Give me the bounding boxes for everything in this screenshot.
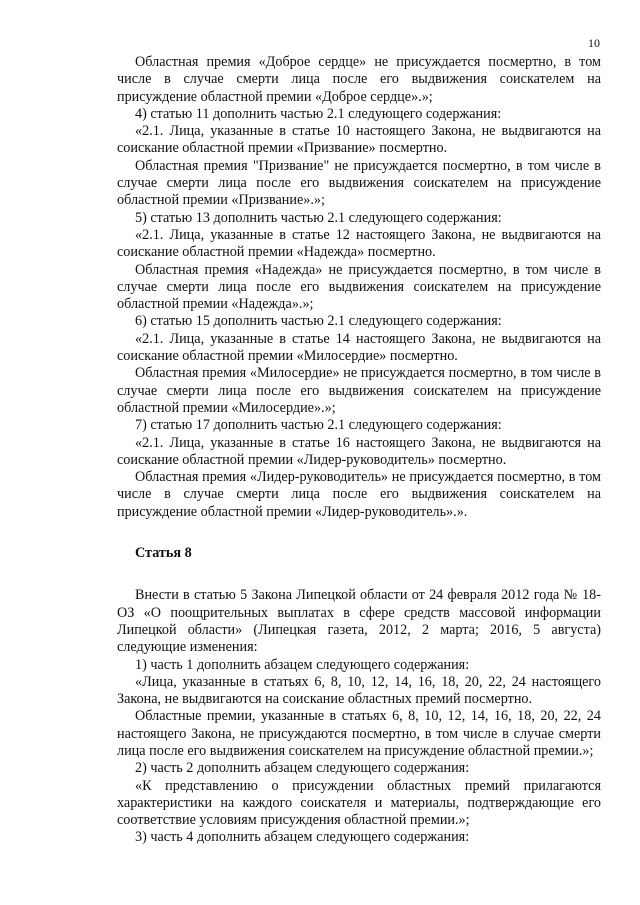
- paragraph: 7) статью 17 дополнить частью 2.1 следующего содержания:: [135, 417, 502, 434]
- paragraph: Внести в статью 5 Закона Липецкой области от 24 февраля 2012 года № 18-ОЗ «О поощрительных выплатах в сфере средств массовой информации Липецкой области» (Липецкая газета, 2012, 2 марта; 2016, 5 августа) следующие изменения:: [117, 587, 601, 656]
- paragraph: 6) статью 15 дополнить частью 2.1 следующего содержания:: [135, 313, 502, 330]
- page-number: 10: [588, 36, 600, 50]
- paragraph: «2.1. Лица, указанные в статье 12 настоящего Закона, не выдвигаются на соискание областной премии «Надежда» посмертно.: [117, 226, 601, 261]
- paragraph: Областная премия «Надежда» не присуждается посмертно, в том числе в случае смерти лица после его выдвижения соискателем на присуждение областной премии «Надежда».»;: [117, 261, 601, 313]
- paragraph: 3) часть 4 дополнить абзацем следующего содержания:: [135, 829, 470, 846]
- document-body: [117, 54, 601, 847]
- paragraph: Областная премия «Милосердие» не присуждается посмертно, в том числе в случае смерти лица после его выдвижения соискателем на присуждение областной премии «Милосердие».»;: [117, 365, 601, 416]
- paragraph: «2.1. Лица, указанные в статье 14 настоящего Закона, не выдвигаются на соискание областной премии «Милосердие» посмертно.: [117, 330, 601, 365]
- paragraph: «2.1. Лица, указанные в статье 16 настоящего Закона, не выдвигаются на соискание областной премии «Лидер-руководитель» посмертно.: [117, 434, 601, 468]
- paragraph: Областная премия «Доброе сердце» не присуждается посмертно, в том числе в случае смерти лица после его выдвижения соискателем на присуждение областной премии «Доброе сердце».»;: [117, 54, 601, 105]
- paragraph: «К представлению о присуждении областных премий прилагаются характеристики на каждого соискателя и материалы, подтверждающие его соответствие условиям присуждения областной премии.»;: [117, 777, 601, 829]
- paragraph: «2.1. Лица, указанные в статье 10 настоящего Закона, не выдвигаются на соискание областной премии «Призвание» посмертно.: [117, 123, 601, 157]
- paragraph: 2) часть 2 дополнить абзацем следующего содержания:: [135, 760, 470, 777]
- paragraph: Областная премия «Лидер-руководитель» не присуждается посмертно, в том числе в случае смерти лица после его выдвижения соискателем на присуждение областной премии «Лидер-руководитель».».: [117, 469, 601, 520]
- paragraph: «Лица, указанные в статьях 6, 8, 10, 12, 14, 16, 18, 20, 22, 24 настоящего Закона, не выдвигаются на соискание областных премий посмертно.: [117, 673, 601, 708]
- article-heading: Статья 8: [135, 545, 192, 562]
- paragraph: 4) статью 11 дополнить частью 2.1 следующего содержания:: [135, 105, 502, 122]
- paragraph: Областная премия "Призвание" не присуждается посмертно, в том числе в случае смерти лица после его выдвижения соискателем на присуждение областной премии «Призвание».»;: [117, 157, 601, 209]
- paragraph: 5) статью 13 дополнить частью 2.1 следующего содержания:: [135, 209, 502, 226]
- paragraph: Областные премии, указанные в статьях 6, 8, 10, 12, 14, 16, 18, 20, 22, 24 настоящего Закона, не присуждаются посмертно, в том числе в случае смерти лица после его выдвижения соискателем на присуждение областной премии.»;: [117, 708, 601, 759]
- paragraph: 1) часть 1 дополнить абзацем следующего содержания:: [135, 656, 470, 673]
